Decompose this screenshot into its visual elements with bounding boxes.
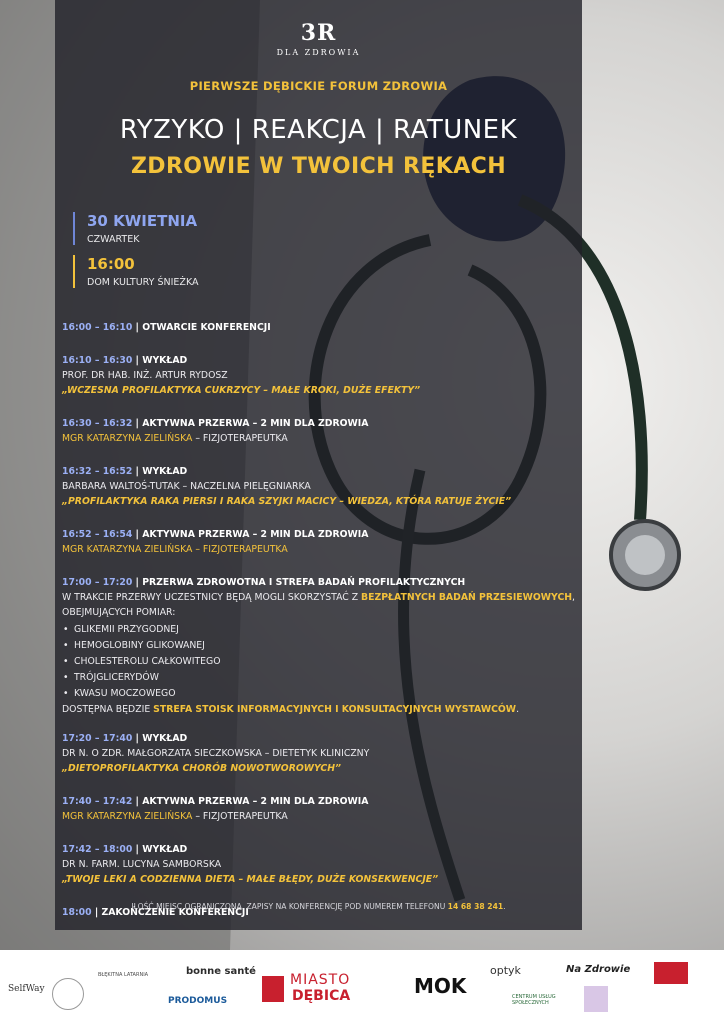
agenda-talk: „WCZESNA PROFILAKTYKA CUKRZYCY – MAŁE KROKI, DUŻE EFEKTY” [62,385,421,396]
agenda-time: 16:00 – 16:10 [62,322,133,333]
sponsor-optyk: optyk [490,964,521,977]
agenda-role: – FIZJOTERAPEUTKA [192,811,288,822]
sponsor-mok: MOK [414,974,467,998]
agenda-item: 16:00 – 16:10 | OTWARCIE KONFERENCJI [62,322,271,333]
agenda-talk: „TWOJE LEKI A CODZIENNA DIETA – MAŁE BŁĘDY, DUŻE KONSEKWENCJE” [62,874,439,885]
sponsor-nazdrowie: Na Zdrowie [566,964,631,975]
agenda-time: 16:30 – 16:32 [62,418,133,429]
circle-emblem-icon [52,978,84,1010]
agenda-time: 17:40 – 17:42 [62,796,133,807]
agenda-time: 17:20 – 17:40 [62,733,133,744]
agenda-role: – FIZJOTERAPEUTKA [192,433,288,444]
coat-of-arms-icon [262,976,284,1002]
agenda-highlight: BEZPŁATNYCH BADAŃ PRZESIEWOWYCH [361,592,573,603]
agenda-item: 17:20 – 17:40 | WYKŁAD DR N. O ZDR. MAŁGORZATA SIECZKOWSKA – DIETETYK KLINICZNY „DIETOPROFILAKTYKA CHORÓB NOWOTWOROWYCH” [62,731,577,776]
agenda-time: 18:00 [62,907,92,918]
agenda-time: 16:32 – 16:52 [62,466,133,477]
agenda-talk: „DIETOPROFILAKTYKA CHORÓB NOWOTWOROWYCH” [62,763,342,774]
forum-subtitle: PIERWSZE DĘBICKIE FORUM ZDROWIA [189,79,448,93]
agenda-talk: „PROFILAKTYKA RAKA PIERSI I RAKA SZYJKI MACICY – WIEDZA, KTÓRA RATUJE ŻYCIE” [62,496,512,507]
agenda-item: 16:30 – 16:32 | AKTYWNA PRZERWA – 2 MIN DLA ZDROWIA MGR KATARZYNA ZIELIŃSKA – FIZJOTERAPEUTKA [62,418,369,444]
event-venue: DOM KULTURY ŚNIEŻKA [87,277,199,288]
agenda-time: 17:00 – 17:20 [62,577,133,588]
agenda-item: 18:00 | ZAKOŃCZENIE KONFERENCJI [62,907,249,918]
sponsor-red-logo-icon [654,962,688,984]
agenda-time: 16:10 – 16:30 [62,355,133,366]
agenda-text: . [516,704,520,715]
agenda-text: DOSTĘPNA BĘDZIE [62,704,154,715]
agenda-heading: WYKŁAD [142,466,188,477]
agenda-item: 17:40 – 17:42 | AKTYWNA PRZERWA – 2 MIN DLA ZDROWIA MGR KATARZYNA ZIELIŃSKA – FIZJOTERAPEUTKA [62,796,369,822]
agenda-time: 17:42 – 18:00 [62,844,133,855]
agenda-heading: AKTYWNA PRZERWA – 2 MIN DLA ZDROWIA [142,796,369,807]
agenda-highlight: STREFA STOISK INFORMACYJNYCH I KONSULTACYJNYCH WYSTAWCÓW [153,704,517,715]
sponsor-debica: DĘBICA [292,988,351,1004]
list-item: • GLIKEMII PRZYGODNEJ [62,622,577,638]
agenda-text: W TRAKCIE PRZERWY UCZESTNICY BĘDĄ MOGLI SKORZYSTAĆ Z [62,592,362,603]
agenda-item: 17:42 – 18:00 | WYKŁAD DR N. FARM. LUCYNA SAMBORSKA „TWOJE LEKI A CODZIENNA DIETA – MAŁE BŁĘDY, DUŻE KONSEKWENCJE” [62,842,577,887]
agenda [62,320,577,938]
list-item: • KWASU MOCZOWEGO [62,686,577,702]
agenda-speaker: MGR KATARZYNA ZIELIŃSKA [62,433,193,444]
agenda-speaker: BARBARA WALTOŚ-TUTAK – NACZELNA PIELĘGNIARKA [62,481,311,492]
sponsor-bjl: BŁĘKITNA LATARNIA [98,972,149,978]
brand-logo-sub: DLA ZDROWIA [276,48,361,57]
agenda-heading: ZAKOŃCZENIE KONFERENCJI [101,907,249,918]
agenda-speaker: DR N. FARM. LUCYNA SAMBORSKA [62,859,222,870]
list-item: • HEMOGLOBINY GLIKOWANEJ [62,638,577,654]
agenda-speaker: MGR KATARZYNA ZIELIŃSKA [62,811,193,822]
agenda-item: 17:00 – 17:20 | PRZERWA ZDROWOTNA I STREFA BADAŃ PROFILAKTYCZNYCH W TRAKCIE PRZERWY UCZESTNICY BĘDĄ MOGLI SKORZYSTAĆ Z BEZPŁATNYCH BADAŃ PRZESIEWOWYCH, OBEJMUJĄCYCH POMIAR: • GLIKEMII PRZYGODNEJ • HEMOGLOBINY GLIKOWANEJ • CHOLESTEROLU CAŁKOWITEGO • TRÓJGLICERYDÓW • KWASU MOCZOWEGO DOSTĘPNA BĘDZIE STREFA STOISK INFORMACYJNYCH I KONSULTACYJNYCH WYSTAWCÓW. [62,575,577,717]
brand-logo [55,20,582,57]
agenda-item: 16:32 – 16:52 | WYKŁAD BARBARA WALTOŚ-TUTAK – NACZELNA PIELĘGNIARKA „PROFILAKTYKA RAKA PIERSI I RAKA SZYJKI MACICY – WIEDZA, KTÓRA RATUJE ŻYCIE” [62,464,577,509]
sponsor-miasto: MIASTO [290,972,351,988]
agenda-speaker: DR N. O ZDR. MAŁGORZATA SIECZKOWSKA – DIETETYK KLINICZNY [62,748,370,759]
sponsor-logos [0,950,724,1024]
content-panel [55,0,582,930]
agenda-heading: WYKŁAD [142,355,188,366]
sponsor-cus: CENTRUM USŁUG SPOŁECZNYCH [512,994,556,1006]
agenda-item: 16:52 – 16:54 | AKTYWNA PRZERWA – 2 MIN DLA ZDROWIA MGR KATARZYNA ZIELIŃSKA – FIZJOTERAPEUTKA [62,527,577,557]
event-weekday: CZWARTEK [87,234,140,245]
agenda-heading: WYKŁAD [142,844,188,855]
registration-note: ILOŚĆ MIEJSC OGRANICZONA. ZAPISY NA KONFERENCJĘ POD NUMEREM TELEFONU 14 68 38 241. [131,902,506,911]
sponsor-selfway: SelfWay [8,984,45,994]
sponsor-badge-icon [584,986,608,1012]
agenda-item: 16:10 – 16:30 | WYKŁAD PROF. DR HAB. INŻ. ARTUR RYDOSZ „WCZESNA PROFILAKTYKA CUKRZYCY – MAŁE KROKI, DUŻE EFEKTY” [62,353,577,398]
registration-text: ILOŚĆ MIEJSC OGRANICZONA. ZAPISY NA KONFERENCJĘ POD NUMEREM TELEFONU [131,902,448,911]
agenda-heading: OTWARCIE KONFERENCJI [142,322,271,333]
event-hour: 16:00 [87,255,135,273]
agenda-speaker: PROF. DR HAB. INŻ. ARTUR RYDOSZ [62,370,228,381]
agenda-heading: PRZERWA ZDROWOTNA I STREFA BADAŃ PROFILAKTYCZNYCH [142,577,466,588]
agenda-speaker: MGR KATARZYNA ZIELIŃSKA – FIZJOTERAPEUTKA [62,544,288,555]
agenda-heading: AKTYWNA PRZERWA – 2 MIN DLA ZDROWIA [142,418,369,429]
list-item: • TRÓJGLICERYDÓW [62,670,577,686]
agenda-heading: AKTYWNA PRZERWA – 2 MIN DLA ZDROWIA [142,529,369,540]
event-date [73,212,199,245]
main-tagline: ZDROWIE W TWOICH RĘKACH [130,154,507,179]
sponsor-bonne: bonne santé [186,966,256,977]
event-date-block [73,212,199,298]
event-day: 30 KWIETNIA [87,212,198,230]
screening-list [62,622,577,702]
brand-logo-mark: 3R [300,20,337,46]
phone-number: 14 68 38 241 [447,902,504,911]
agenda-text: , OBEJMUJĄCYCH POMIAR: [62,592,576,618]
sponsor-prodomus: PRODOMUS [168,996,228,1006]
main-title: RYZYKO | REAKCJA | RATUNEK [119,115,518,145]
agenda-time: 16:52 – 16:54 [62,529,133,540]
agenda-heading: WYKŁAD [142,733,188,744]
list-item: • CHOLESTEROLU CAŁKOWITEGO [62,654,577,670]
event-time [73,255,199,288]
